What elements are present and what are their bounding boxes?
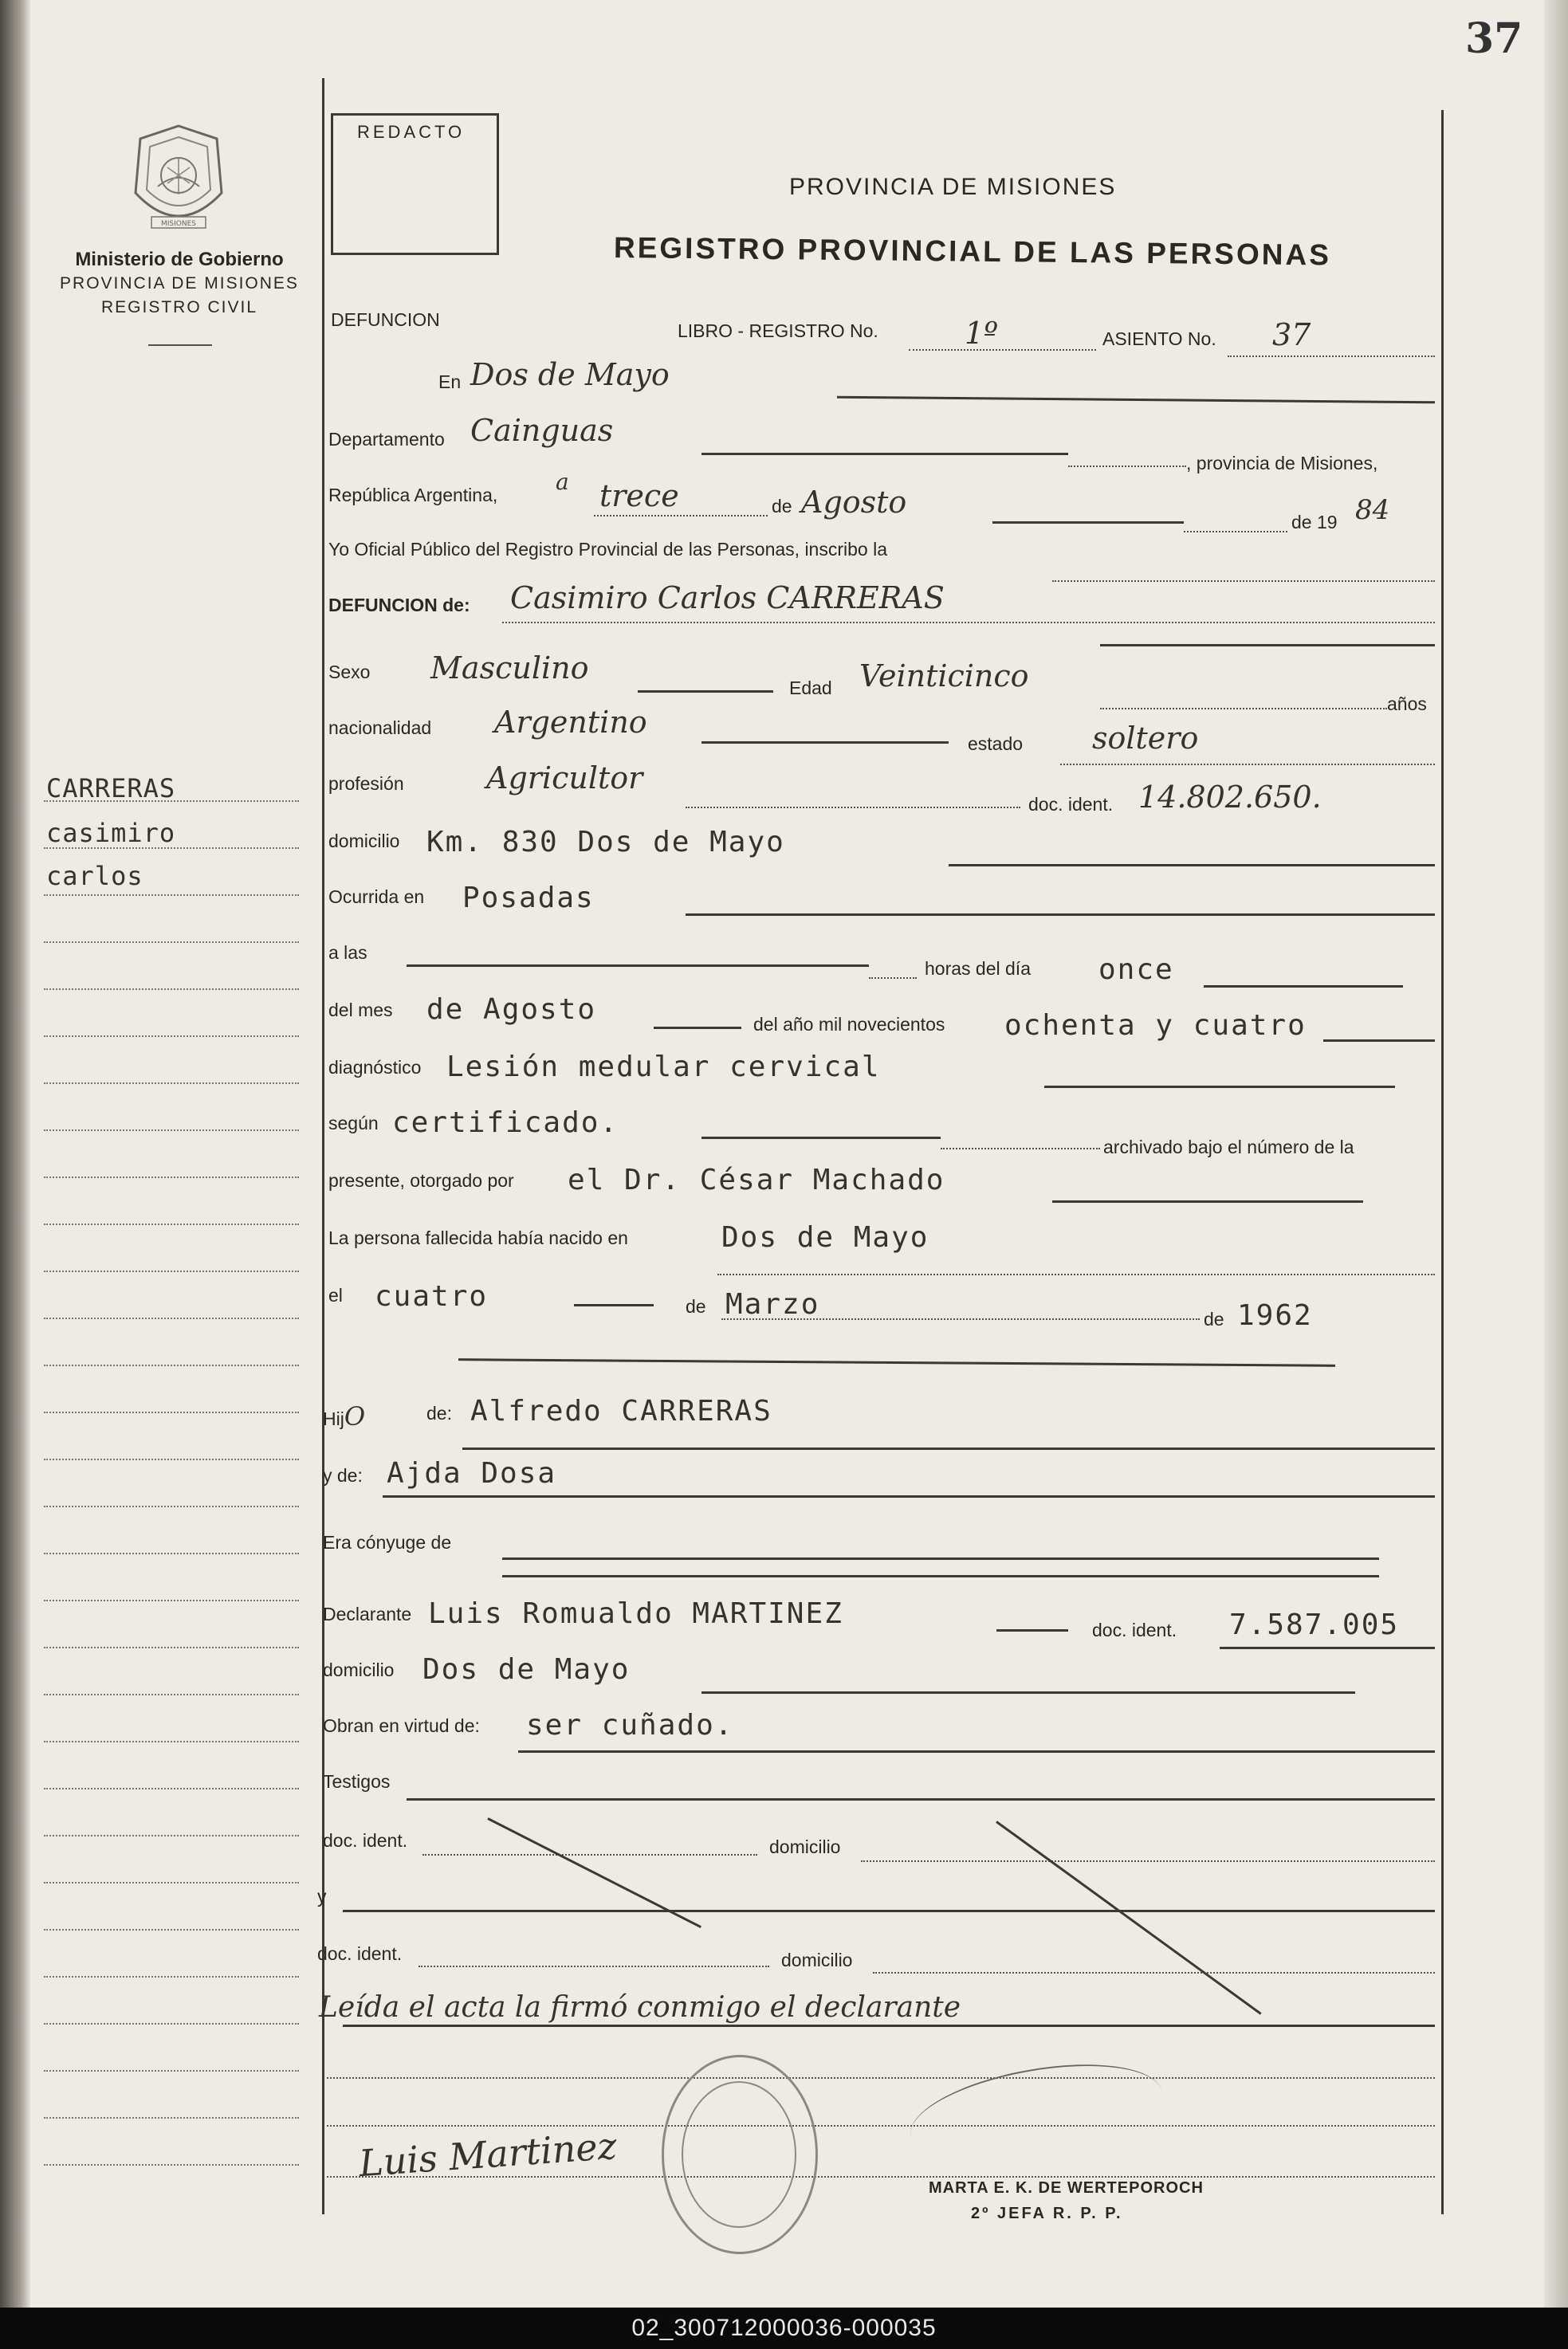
official-title: 2º JEFA R. P. P. — [971, 2205, 1123, 2222]
profesion-line — [686, 807, 1020, 808]
profesion-value: Agricultor — [486, 760, 643, 795]
testigo-dom-label: domicilio — [769, 1836, 841, 1857]
del-mes-line — [654, 1027, 741, 1029]
declarante-label: Declarante — [323, 1604, 412, 1624]
oficial-line — [1052, 580, 1435, 582]
margin-rule-line — [44, 1647, 299, 1648]
defuncion-line2 — [1100, 644, 1435, 646]
margin-rule-line — [44, 1882, 299, 1884]
closing-text: Leída el acta la firmó conmigo el declarante — [319, 1991, 961, 2024]
segun-dots — [941, 1148, 1100, 1149]
horas-label: horas del día — [925, 958, 1031, 979]
segun-label: según — [328, 1113, 379, 1133]
official-name: MARTA E. K. DE WERTEPOROCH — [929, 2179, 1204, 2197]
obran-line — [518, 1750, 1435, 1753]
dia-value: trece — [599, 478, 679, 513]
archivado-label: archivado bajo el número de la — [1103, 1137, 1354, 1157]
obran-value: ser cuñado. — [526, 1709, 734, 1742]
right-margin-rule — [1441, 110, 1444, 2214]
dia-line — [594, 515, 768, 517]
margin-rule-line — [44, 1365, 299, 1366]
del-anio-value: ochenta y cuatro — [1004, 1009, 1307, 1042]
nac-anio-value: 1962 — [1237, 1299, 1313, 1332]
a-las-label: a las — [328, 942, 367, 963]
ocurrida-label: Ocurrida en — [328, 886, 425, 907]
margin-rule-line — [44, 2117, 299, 2119]
madre-value: Ajda Dosa — [387, 1457, 557, 1490]
margin-rule-line — [44, 1835, 299, 1836]
footer-id: 02_300712000036-000035 — [0, 2308, 1568, 2349]
closing-line4 — [327, 2176, 1435, 2178]
ocurrida-value: Posadas — [462, 882, 595, 914]
edad-value: Veinticinco — [859, 658, 1029, 693]
declarante-doc-label: doc. ident. — [1092, 1620, 1177, 1640]
margin-rule-line — [44, 1271, 299, 1272]
doc-ident-value: 14.802.650. — [1138, 780, 1322, 815]
hijo-label: HijO — [323, 1401, 366, 1432]
en-line — [837, 396, 1435, 404]
sexo-label: Sexo — [328, 662, 371, 682]
de19-label: de 19 — [1291, 512, 1338, 532]
svg-text:MISIONES: MISIONES — [160, 220, 197, 228]
act-type: DEFUNCION — [331, 309, 440, 330]
testigo2-doc-line — [419, 1966, 769, 1967]
nac-mes-line — [721, 1318, 1200, 1320]
margin-rule-line — [44, 1129, 299, 1131]
declarante-dom-label: domicilio — [323, 1660, 395, 1680]
del-mes-label: del mes — [328, 1000, 393, 1020]
estado-line — [1060, 764, 1435, 765]
closing-line2 — [327, 2077, 1435, 2079]
asiento-line — [1228, 355, 1435, 357]
defuncion-line — [502, 622, 1435, 623]
declarante-value: Luis Romualdo MARTINEZ — [428, 1597, 843, 1630]
closing-line — [343, 2025, 1435, 2027]
margin-rule-line — [44, 1176, 299, 1178]
margin-rule-line — [44, 2164, 299, 2166]
libro-line — [909, 349, 1096, 351]
closing-line3 — [327, 2125, 1435, 2127]
provincia-label: , provincia de Misiones, — [1186, 453, 1378, 473]
margin-rule-line — [44, 1412, 299, 1413]
departamento-dots — [1068, 465, 1186, 467]
presente-value: el Dr. César Machado — [568, 1164, 945, 1196]
testigo-y-label: y — [317, 1886, 327, 1907]
estado-value: soltero — [1092, 721, 1199, 756]
en-label: En — [438, 371, 462, 392]
el-value: cuatro — [375, 1280, 489, 1313]
margin-rule-line — [44, 1459, 299, 1460]
margin-rule-line — [44, 847, 299, 849]
margin-rule-line — [44, 894, 299, 896]
diagnostico-label: diagnóstico — [328, 1057, 422, 1078]
libro-label: LIBRO - REGISTRO No. — [678, 320, 878, 341]
testigo2-dom-label: domicilio — [781, 1950, 853, 1970]
ministry-block — [44, 249, 315, 317]
departamento-line — [701, 453, 1068, 455]
conyuge-line2 — [502, 1575, 1379, 1577]
testigo2-doc-label: doc. ident. — [317, 1943, 403, 1964]
ocurrida-line — [686, 913, 1435, 916]
mes-line — [992, 521, 1184, 524]
conyuge-line — [502, 1557, 1379, 1560]
official-stamp — [662, 2055, 818, 2254]
margin-rule-line — [44, 2070, 299, 2072]
presente-line — [1052, 1200, 1363, 1203]
del-anio-line — [1323, 1039, 1435, 1042]
margin-rule-line — [44, 1741, 299, 1742]
ministry-name: Ministerio de Gobierno — [75, 249, 284, 270]
del-anio-label: del año mil novecientos — [753, 1014, 945, 1035]
margin-rule-line — [44, 1553, 299, 1554]
signature-flourish — [903, 2048, 1170, 2180]
mes-value: Agosto — [801, 485, 907, 520]
libro-value: 1º — [965, 316, 999, 351]
edad-label: Edad — [789, 678, 832, 698]
declarante-signature: Luis Martinez — [357, 2123, 619, 2186]
declarante-dom-line — [701, 1691, 1355, 1694]
testigos-label: Testigos — [323, 1771, 391, 1792]
margin-rule-line — [44, 1224, 299, 1225]
diagnostico-value: Lesión medular cervical — [446, 1051, 881, 1083]
el-line — [574, 1304, 654, 1306]
segun-value: certificado. — [392, 1106, 619, 1139]
del-mes-value: de Agosto — [426, 993, 597, 1026]
madre-line — [383, 1495, 1435, 1498]
page-number: 37 — [1465, 14, 1523, 63]
el-label: el — [328, 1285, 343, 1306]
asiento-value: 37 — [1272, 317, 1311, 352]
province-seal-icon — [129, 121, 228, 241]
horas-dia-value: once — [1098, 953, 1174, 986]
nacionalidad-line — [701, 741, 949, 744]
anos-label: años — [1387, 693, 1427, 714]
segun-line — [701, 1137, 941, 1139]
defuncion-de-label: DEFUNCION de: — [328, 595, 470, 615]
defuncion-de-value: Casimiro Carlos CARRERAS — [510, 580, 945, 615]
province-heading: PROVINCIA DE MISIONES — [789, 174, 1117, 200]
testigo2-dom-line — [873, 1972, 1435, 1974]
testigo-y-line — [343, 1910, 1435, 1912]
republica-a: a — [556, 469, 569, 495]
redacto-box — [331, 113, 499, 255]
page-edge — [1544, 0, 1568, 2308]
testigo-doc-label: doc. ident. — [323, 1830, 408, 1851]
margin-rule-line — [44, 988, 299, 990]
margin-rule-line — [44, 1318, 299, 1319]
presente-label: presente, otorgado por — [328, 1170, 514, 1191]
declarante-dom-value: Dos de Mayo — [422, 1653, 631, 1686]
padre-value: Alfredo CARRERAS — [470, 1395, 772, 1428]
estado-label: estado — [968, 733, 1024, 754]
oficial-text: Yo Oficial Público del Registro Provincial de las Personas, inscribo la — [328, 539, 887, 560]
y-de-label: y de: — [323, 1465, 363, 1486]
sexo-value: Masculino — [430, 650, 589, 685]
margin-rule-line — [44, 800, 299, 802]
horas-line — [1204, 985, 1403, 988]
margin-rule-line — [44, 1929, 299, 1931]
obran-label: Obran en virtud de: — [323, 1715, 480, 1736]
a-las-line — [407, 964, 869, 967]
declarante-doc-line — [1220, 1647, 1435, 1649]
nacido-line — [717, 1274, 1435, 1275]
nac-extra-line — [458, 1358, 1335, 1367]
book-binding — [0, 0, 30, 2308]
en-value: Dos de Mayo — [470, 357, 670, 392]
nacionalidad-label: nacionalidad — [328, 717, 432, 738]
margin-note-firstname: casimiro — [46, 818, 176, 848]
edad-line — [1100, 708, 1387, 709]
margin-rule-line — [44, 1600, 299, 1601]
testigo-dom-line — [861, 1860, 1435, 1862]
margin-rule-line — [44, 1035, 299, 1037]
a-las-dots — [869, 977, 917, 979]
testigo-doc-line — [422, 1854, 757, 1856]
nacido-value: Dos de Mayo — [721, 1221, 929, 1254]
declarante-line — [996, 1629, 1068, 1632]
republica-label: República Argentina, — [328, 485, 498, 505]
redacto-label: REDACTO — [357, 122, 466, 142]
el-de-label: de — [686, 1296, 706, 1317]
sexo-line — [638, 690, 773, 693]
departamento-label: Departamento — [328, 429, 445, 450]
departamento-value: Cainguas — [470, 413, 614, 448]
diagnostico-line — [1044, 1086, 1395, 1088]
domicilio-value: Km. 830 Dos de Mayo — [426, 826, 785, 858]
anio-value: 84 — [1355, 494, 1390, 526]
domicilio-line — [949, 864, 1435, 866]
ministry-province: PROVINCIA DE MISIONES — [60, 274, 299, 293]
margin-rule-line — [44, 1506, 299, 1507]
void-strike-right — [996, 1821, 1261, 2014]
margin-rule-line — [44, 1694, 299, 1695]
mes-dots — [1184, 531, 1287, 532]
margin-note-middlename: carlos — [46, 861, 143, 891]
profesion-label: profesión — [328, 773, 404, 794]
domicilio-label: domicilio — [328, 831, 400, 851]
doc-ident-label: doc. ident. — [1028, 794, 1114, 815]
margin-note-surname: CARRERAS — [46, 773, 176, 803]
de-label: de — [772, 496, 792, 517]
ministry-divider — [148, 344, 212, 346]
hijo-de-label: de: — [426, 1403, 452, 1424]
nac-anio-label: de — [1204, 1309, 1224, 1330]
nacionalidad-value: Argentino — [494, 705, 647, 740]
registry-title: REGISTRO PROVINCIAL DE LAS PERSONAS — [613, 231, 1332, 272]
nacido-label: La persona fallecida había nacido en — [328, 1228, 628, 1248]
margin-rule-line — [44, 941, 299, 943]
conyuge-label: Era cónyuge de — [323, 1532, 452, 1553]
margin-rule-line — [44, 2023, 299, 2025]
testigos-line — [407, 1798, 1435, 1801]
padre-line — [462, 1448, 1435, 1450]
ministry-registry: REGISTRO CIVIL — [100, 298, 258, 316]
margin-rule-line — [44, 1976, 299, 1978]
nac-mes-value: Marzo — [725, 1288, 820, 1321]
margin-rule-line — [44, 1082, 299, 1084]
declarante-doc-value: 7.587.005 — [1229, 1609, 1400, 1641]
margin-rule-line — [44, 1788, 299, 1789]
asiento-label: ASIENTO No. — [1102, 328, 1216, 349]
